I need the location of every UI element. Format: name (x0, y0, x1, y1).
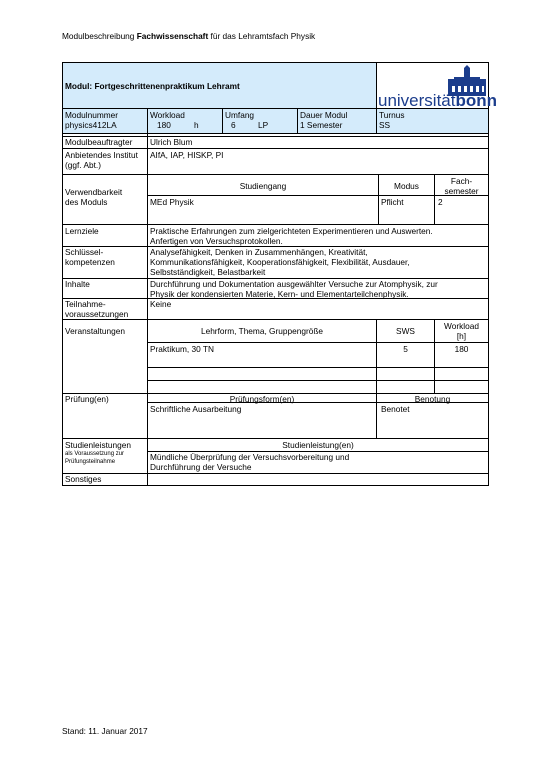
verwendbarkeit-label-sub: des Moduls (65, 197, 108, 207)
teilnahme-label: Teilnahme- (65, 299, 106, 309)
pruefungsform-header: Prüfungsform(en) (229, 394, 295, 404)
studienleistungen-sublabel: Prüfungsteilnahme (65, 459, 116, 465)
rule (297, 108, 298, 134)
dauer-value: 1 Semester (300, 120, 343, 130)
umfang-label: Umfang (225, 110, 255, 120)
rule (147, 380, 489, 381)
fachsemester-header-sub: semester (444, 186, 479, 196)
rule (222, 108, 223, 134)
pruefung-label: Prüfung(en) (65, 394, 109, 404)
studienleistung-line: Mündliche Überprüfung der Versuchsvorbereitung und (150, 452, 350, 462)
logo-text (378, 91, 497, 110)
studiengang-header: Studiengang (239, 181, 287, 191)
rule (147, 367, 489, 368)
lernziele-line: Anfertigen von Versuchsprotokollen. (150, 236, 283, 246)
rule (62, 148, 489, 149)
modulnummer-value: physics412LA (65, 120, 117, 130)
rule (488, 62, 489, 486)
workload-unit: h (194, 120, 199, 130)
studienleistungen-sublabel: als Voraussetzung zur (65, 451, 125, 457)
workload-label: Workload (150, 110, 185, 120)
rule (147, 108, 148, 486)
rule (62, 438, 489, 439)
sws-header: SWS (396, 326, 415, 336)
module-title: Modul: Fortgeschrittenenpraktikum Lehramt (65, 81, 240, 91)
document-header: Modulbeschreibung Fachwissenschaft für das Lehramtsfach Physik (62, 31, 316, 41)
rule (62, 62, 489, 63)
turnus-value: SS (379, 120, 391, 130)
modulnummer-label: Modulnummer (65, 110, 119, 120)
rule (62, 62, 63, 486)
modus-value: Pflicht (381, 197, 404, 207)
modulbeauftragter-value: Ulrich Blum (150, 137, 193, 147)
fachsemester-value: 2 (438, 197, 443, 207)
sws-value: 5 (403, 344, 408, 354)
schluessel-line: Analysefähigkeit, Denken in Zusammenhängen, Kreativität, (150, 247, 368, 257)
rule (376, 108, 377, 134)
fachsemester-header: Fach- (450, 176, 473, 186)
schluessel-line: Selbstständigkeit, Belastbarkeit (150, 267, 266, 277)
umfang-unit: LP (258, 120, 269, 130)
logo-text-part2: bonn (455, 91, 498, 110)
studienleistung-line: Durchführung der Versuche (150, 462, 252, 472)
rule (62, 224, 489, 225)
workload-header: Workload (444, 321, 479, 331)
lernziele-line: Praktische Erfahrungen zum zielgerichteten Experimentieren und Auswerten. (150, 226, 433, 236)
workload-row-value: 180 (454, 344, 469, 354)
schluessel-label: Schlüssel- (65, 247, 104, 257)
workload-header-sub: [h] (456, 331, 467, 341)
modulbeauftragter-label: Modulbeauftragter (65, 137, 133, 147)
dauer-label: Dauer Modul (300, 110, 348, 120)
institut-label-sub: (ggf. Abt.) (65, 160, 101, 170)
info-row-background (62, 109, 488, 133)
modus-header: Modus (394, 181, 419, 191)
inhalte-line: Durchführung und Dokumentation ausgewählter Versuche zur Atomphysik, zur (150, 279, 438, 289)
rule (376, 62, 377, 108)
rule (62, 485, 489, 486)
sonstiges-label: Sonstiges (65, 474, 102, 484)
header-subject: Fachwissenschaft (136, 31, 209, 41)
logo-text-part1: universität (378, 91, 456, 110)
rule (62, 319, 489, 320)
schluessel-label-sub: kompetenzen (65, 257, 115, 267)
benotung-value: Benotet (381, 404, 410, 414)
rule (147, 342, 489, 343)
lernziele-label: Lernziele (65, 226, 99, 236)
rule (62, 174, 489, 175)
university-building-logo-icon (378, 65, 498, 110)
university-logo (378, 65, 498, 110)
teilnahme-label-sub: voraussetzungen (65, 309, 129, 319)
institut-label: Anbietendes Institut (65, 150, 138, 160)
lehrform-header: Lehrform, Thema, Gruppengröße (200, 326, 324, 336)
studienleistung-header: Studienleistung(en) (282, 440, 354, 450)
rule (62, 133, 489, 134)
pruefungsform-value: Schriftliche Ausarbeitung (150, 404, 242, 414)
schluessel-line: Kommunikationsfähigkeit, Kooperationsfähigkeit, Flexibilität, Ausdauer, (150, 257, 410, 267)
teilnahme-value: Keine (150, 299, 172, 309)
benotung-header: Benotung (414, 394, 451, 404)
studiengang-value: MEd Physik (150, 197, 194, 207)
stand-date: Stand: 11. Januar 2017 (62, 726, 148, 736)
inhalte-label: Inhalte (65, 279, 90, 289)
verwendbarkeit-label: Verwendbarkeit (65, 187, 123, 197)
inhalte-line: Physik der kondensierten Materie, Kern- und Elementarteilchenphysik. (150, 289, 409, 299)
lehrform-value: Praktikum, 30 TN (150, 344, 214, 354)
veranstaltungen-label: Veranstaltungen (65, 326, 125, 336)
rule (62, 473, 489, 474)
institut-value: AIfA, IAP, HISKP, PI (150, 150, 224, 160)
studienleistungen-label: Studienleistungen (65, 440, 131, 450)
turnus-label: Turnus (379, 110, 405, 120)
workload-value: 180 (157, 120, 171, 130)
umfang-value: 6 (231, 120, 236, 130)
